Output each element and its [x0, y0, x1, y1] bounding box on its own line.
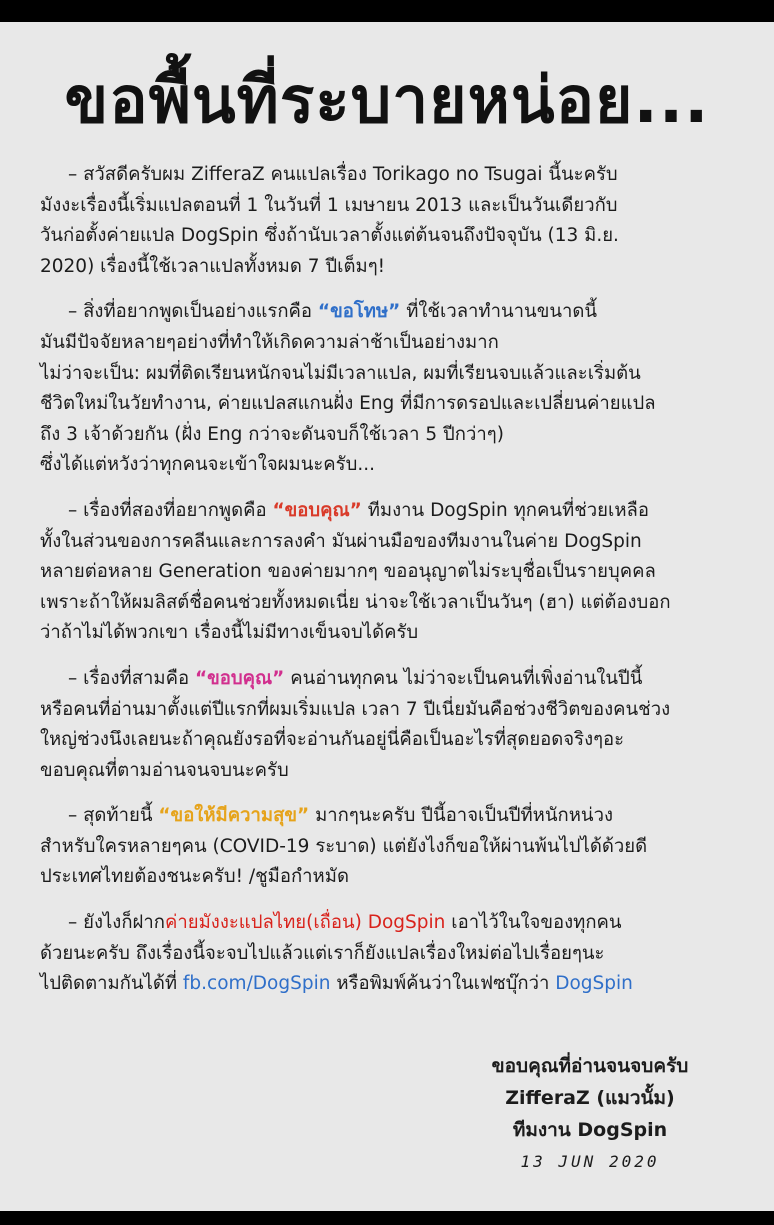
text-line: – สวัสดีครับผม ZifferaZ คนแปลเรื่อง Torikago no Tsugai นี้นะครับ	[68, 164, 618, 185]
highlight-thanks: “ขอบคุณ”	[272, 499, 362, 521]
text-line	[40, 908, 740, 939]
text-segment: – สิ่งที่อยากพูดเป็นอย่างแรกคือ	[68, 301, 318, 323]
text-line	[40, 664, 740, 695]
text-line: หรือคนที่อ่านมาตั้งแต่ปีแรกที่ผมเริ่มแปล เวลา 7 ปีเนี่ยมันคือช่วงชีวิตของคนช่วง	[40, 698, 671, 720]
signature-date: 13 JUN 2020	[520, 1152, 660, 1171]
text-line: ชีวิตใหม่ในวัยทำงาน, ค่ายแปลสแกนฝั่ง Eng ที่มีการดรอปและเปลี่ยนค่ายแปล	[40, 393, 656, 415]
dogspin-search-link[interactable]: DogSpin	[555, 973, 633, 995]
highlight-apology: “ขอโทษ”	[317, 301, 401, 323]
text-segment: ทีมงาน DogSpin ทุกคนที่ช่วยเหลือ	[361, 499, 649, 521]
text-segment: – สุดท้ายนี้	[68, 805, 159, 827]
facebook-link[interactable]: fb.com/DogSpin	[182, 973, 331, 995]
text-line: วันก่อตั้งค่ายแปล DogSpin ซึ่งถ้านับเวลาตั้งแต่ต้นจนถึงปัจจุบัน (13 มิ.ย.	[40, 225, 619, 247]
text-line: ซึ่งได้แต่หวังว่าทุกคนจะเข้าใจผมนะครับ...	[40, 454, 375, 476]
text-line	[40, 496, 740, 527]
group-name-link[interactable]: ค่ายมังงะแปลไทย(เถื่อน) DogSpin	[164, 912, 446, 934]
highlight-happiness: “ขอให้มีความสุข”	[158, 805, 310, 827]
text-segment: – ยังไงก็ฝาก	[68, 912, 165, 934]
text-segment: เอาไว้ในใจของทุกคน	[445, 912, 622, 934]
top-border	[0, 0, 774, 22]
text-line: ขอบคุณที่ตามอ่านจนจบนะครับ	[40, 759, 289, 781]
text-segment: คนอ่านทุกคน ไม่ว่าจะเป็นคนที่เพิ่งอ่านในปีนี้	[284, 667, 643, 689]
text-line	[40, 969, 740, 1000]
text-line	[40, 297, 740, 328]
text-line: ถึง 3 เจ้าด้วยกัน (ฝั่ง Eng กว่าจะดันจบก็ใช้เวลา 5 ปีกว่าๆ)	[40, 423, 504, 445]
text-line	[40, 801, 740, 832]
text-line: ใหญ่ช่วงนึงเลยนะถ้าคุณยังรอที่จะอ่านกันอยู่นี่คือเป็นอะไรที่สุดยอดจริงๆอะ	[40, 729, 625, 751]
signature-author: ZifferaZ (แมวนั้ม)	[505, 1087, 675, 1109]
text-line: ด้วยนะครับ ถึงเรื่องนี้จะจบไปแล้วแต่เราก็ยังแปลเรื่องใหม่ต่อไปเรื่อยๆนะ	[40, 942, 605, 964]
paragraph-thanks-readers	[40, 664, 740, 786]
text-segment: ไปติดตามกันได้ที่	[40, 973, 183, 995]
paragraph-thanks-team	[40, 496, 740, 649]
paragraph-wishes	[40, 801, 740, 893]
text-line: สำหรับใครหลายๆคน (COVID-19 ระบาด) แต่ยังไงก็ขอให้ผ่านพ้นไปได้ด้วยดี	[40, 835, 648, 857]
text-line: ทั้งในส่วนของการคลีนและการลงคำ มันผ่านมือของทีมงานในค่าย DogSpin	[40, 530, 642, 552]
text-segment: หรือพิมพ์ค้นว่าในเฟซบุ๊กว่า	[330, 973, 556, 995]
text-line: ไม่ว่าจะเป็น: ผมที่ติดเรียนหนักจนไม่มีเวลาแปล, ผมที่เรียนจบแล้วและเริ่มต้น	[40, 362, 641, 384]
text-line: เพราะถ้าให้ผมลิสต์ชื่อคนช่วยทั้งหมดเนี่ย น่าจะใช้เวลาเป็นวันๆ (ฮา) แต่ต้องบอก	[40, 591, 671, 613]
text-line: ว่าถ้าไม่ได้พวกเขา เรื่องนี้ไม่มีทางเข็นจบได้ครับ	[40, 622, 419, 644]
signature-thanks: ขอบคุณที่อ่านจนจบครับ	[491, 1055, 689, 1077]
paragraph-greeting	[40, 160, 740, 282]
text-segment: ที่ใช้เวลาทำนานขนาดนี้	[400, 301, 598, 323]
text-line: มันมีปัจจัยหลายๆอย่างที่ทำให้เกิดความล่าช้าเป็นอย่างมาก	[40, 331, 499, 353]
text-line: มังงะเรื่องนี้เริ่มแปลตอนที่ 1 ในวันที่ 1 เมษายน 2013 และเป็นวันเดียวกับ	[40, 194, 618, 216]
message-body	[40, 160, 740, 1015]
signature-block	[440, 1050, 740, 1178]
text-line: หลายต่อหลาย Generation ของค่ายมากๆ ขออนุญาตไม่ระบุชื่อเป็นรายบุคคล	[40, 561, 656, 583]
highlight-thanks: “ขอบคุณ”	[194, 667, 285, 689]
paragraph-apology	[40, 297, 740, 481]
bottom-border	[0, 1211, 774, 1225]
text-segment: – เรื่องที่สองที่อยากพูดคือ	[68, 499, 273, 521]
page-title: ขอพื้นที่ระบายหน่อย...	[64, 64, 710, 138]
text-segment: – เรื่องที่สามคือ	[68, 667, 195, 689]
text-segment: มากๆนะครับ ปีนี้อาจเป็นปีที่หนักหน่วง	[309, 805, 613, 827]
text-line: 2020) เรื่องนี้ใช้เวลาแปลทั้งหมด 7 ปีเต็มๆ!	[40, 255, 386, 277]
paragraph-follow	[40, 908, 740, 1000]
text-line: ประเทศไทยต้องชนะครับ! /ชูมือกำหมัด	[40, 866, 349, 888]
signature-team: ทีมงาน DogSpin	[512, 1119, 668, 1141]
